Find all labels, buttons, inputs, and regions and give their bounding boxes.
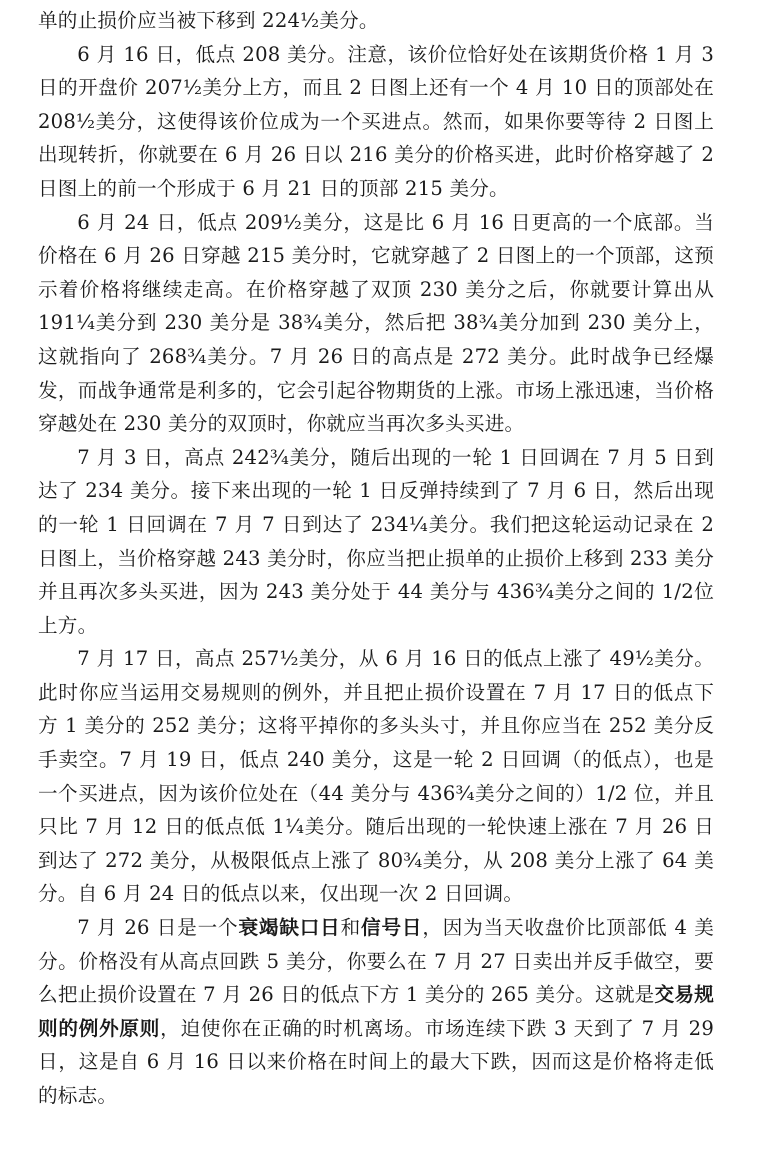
paragraph-june-24 — [38, 206, 714, 441]
text-segment: ，迫使你在正确的时机离场。市场连续下跌 3 天到了 7 月 29 日，这是自 6 月 16 日以来价格在时间上的最大下跌，因而这是价格将走低的标志。 — [38, 1016, 715, 1107]
text-segment: 6 月 16 日，低点 208 美分。注意，该价位恰好处在该期货价格 1 月 3 日的开盘价 207½美分上方，而且 2 日图上还有一个 4 月 10 日的顶部处在 208½美分，这使得该价位成为一个买进点。然而，如果你要等待 2 日图上出现转折，你就要在 6 月 26 日以 216 美分的价格买进，此时价格穿越了 2 日图上的前一个形成于 6 月 21 日的顶部 215 美分。 — [38, 42, 714, 200]
text-segment: 7 月 26 日是一个 — [77, 916, 239, 940]
bold-term-signal-day: 信号日 — [361, 916, 423, 940]
bold-term-exhaustion-gap-day: 衰竭缺口日 — [238, 916, 341, 940]
paragraph-july-3 — [38, 441, 714, 643]
text-segment: 7 月 17 日，高点 257½美分，从 6 月 16 日的低点上涨了 49½美分。此时你应当运用交易规则的例外，并且把止损价设置在 7 月 17 日的低点下方 1 美分的 252 美分；这将平掉你的多头头寸，并且你应当在 252 美分反手卖空。7 月 19 日，低点 240 美分，这是一轮 2 日回调（的低点），也是一个买进点，因为该价位处在（44 美分与 436¾美分之间的）1/2 位，并且只比 7 月 12 日的低点低 1¼美分。随后出现的一轮快速上涨在 7 月 26 日到达了 272 美分，从极限低点上涨了 80¾美分，从 208 美分上涨了 64 美分。自 6 月 24 日的低点以来，仅出现一次 2 日回调。 — [38, 647, 714, 906]
paragraph-july-17 — [38, 642, 714, 911]
text-segment: 和 — [340, 916, 362, 940]
text-segment: 7 月 3 日，高点 242¾美分，随后出现的一轮 1 日回调在 7 月 5 日到达了 234 美分。接下来出现的一轮 1 日反弹持续到了 7 月 6 日，然后出现的一轮 1 日回调在 7 月 7 日到达了 234¼美分。我们把这轮运动记录在 2 日图上，当价格穿越 243 美分时，你应当把止损单的止损价上移到 233 美分并且再次多头买进，因为 243 美分处于 44 美分与 436¾美分之间的 1/2位上方。 — [38, 445, 714, 637]
paragraph-july-26 — [38, 911, 714, 1113]
text-segment: 6 月 24 日，低点 209½美分，这是比 6 月 16 日更高的一个底部。当价格在 6 月 26 日穿越 215 美分时，它就穿越了 2 日图上的一个顶部，这预示着价格将继续走高。在价格穿越了双顶 230 美分之后，你就要计算出从 191¼美分到 230 美分是 38¾美分，然后把 38¾美分加到 230 美分上，这就指向了 268¾美分。7 月 26 日的高点是 272 美分。此时战争已经爆发，而战争通常是利多的，它会引起谷物期货的上涨。市场上涨迅速，当价格穿越处在 230 美分的双顶时，你就应当再次多头买进。 — [38, 210, 714, 436]
paragraph-continuation — [38, 4, 714, 38]
bold-term-exception-rule: 交易规则的例外原则 — [38, 983, 714, 1040]
text-segment: ，因为当天收盘价比顶部低 4 美分。价格没有从高点回跌 5 美分，你要么在 7 月 27 日卖出并反手做空，要么把止损价设置在 7 月 26 日的低点下方 1 美分的 265 美分。这就是 — [38, 916, 714, 1007]
paragraph-june-16 — [38, 38, 714, 206]
text-segment: 单的止损价应当被下移到 224½美分。 — [38, 9, 379, 32]
